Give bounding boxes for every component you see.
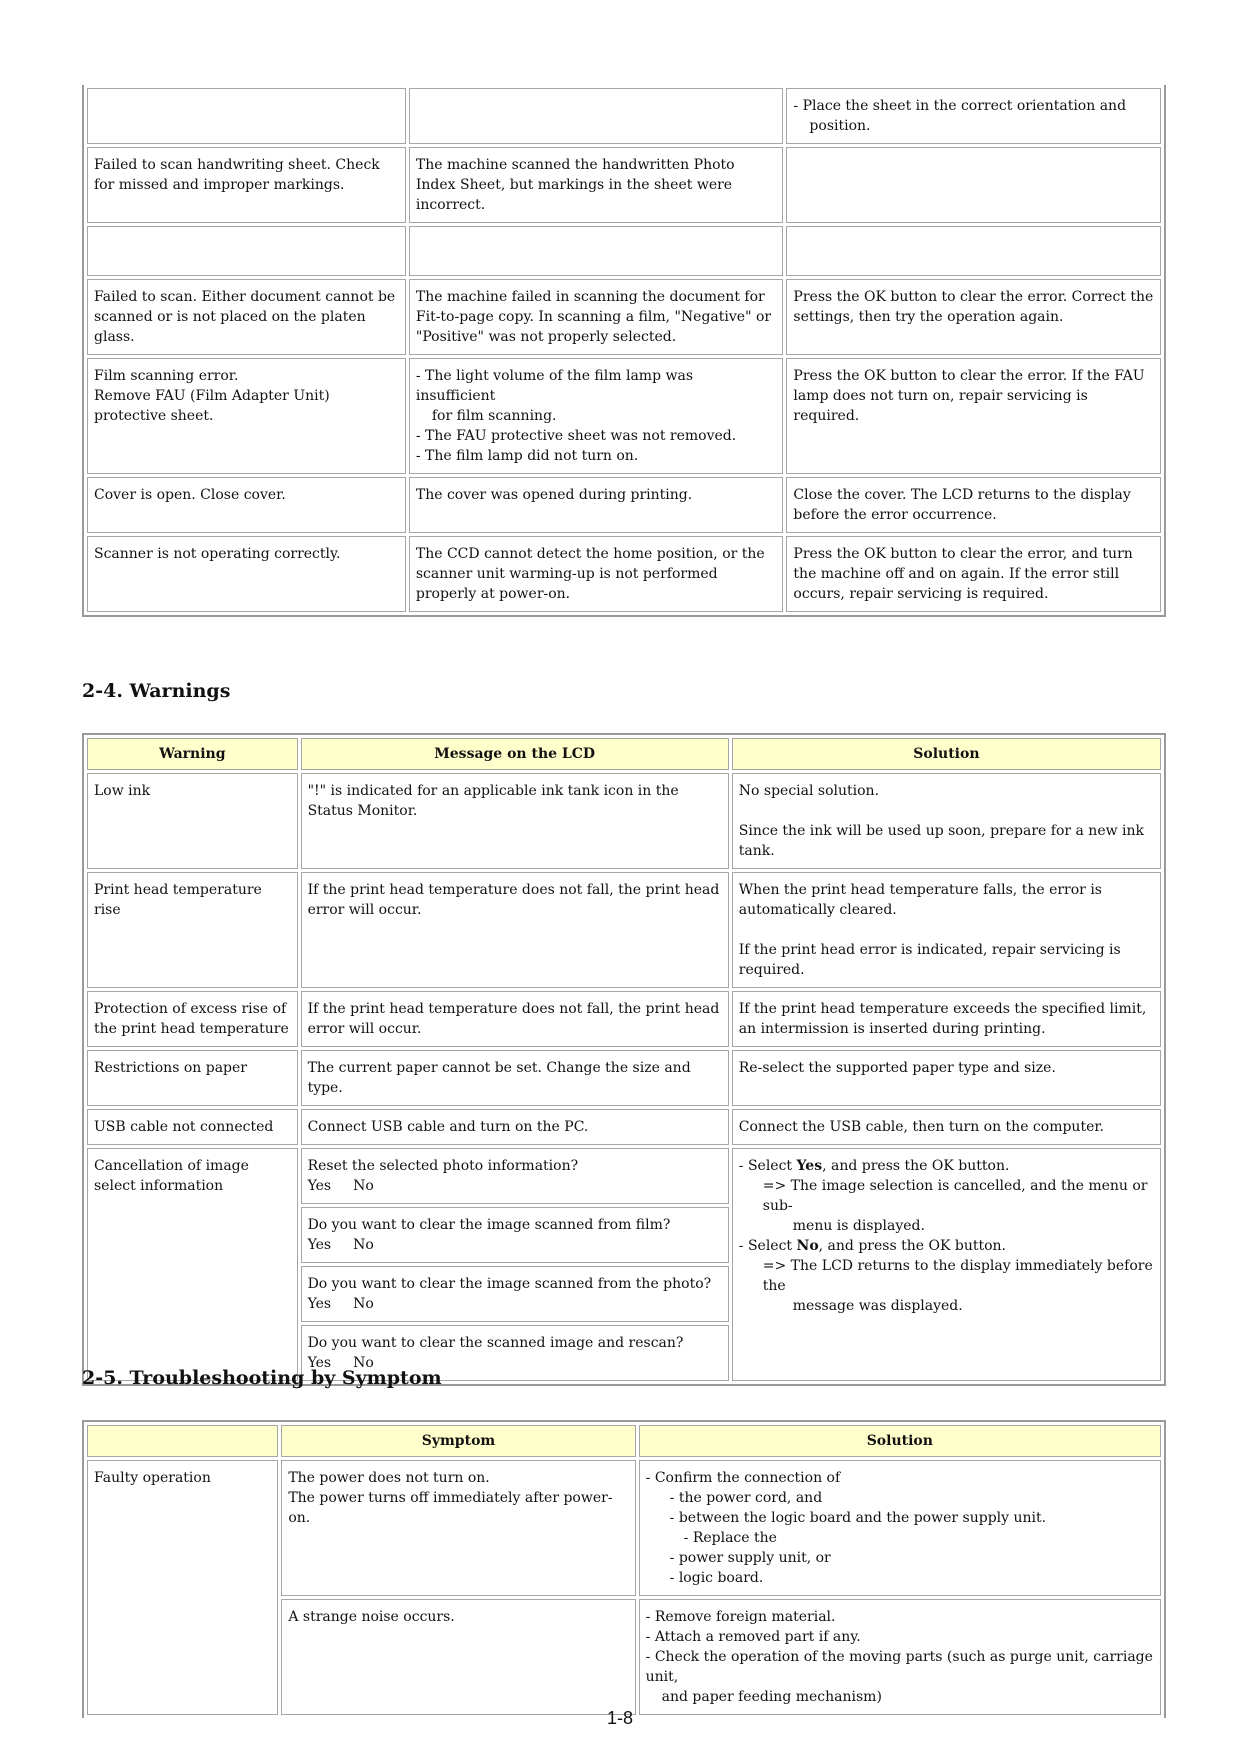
cell-line: - The film lamp did not turn on. bbox=[415, 448, 639, 464]
cell-line: Film scanning error. bbox=[94, 368, 239, 384]
cell-line: - Select No, and press the OK button. bbox=[738, 1238, 1006, 1254]
table-cell: Protection of excess rise of the print head temperature bbox=[87, 991, 298, 1047]
table-row bbox=[87, 991, 1161, 1047]
table-cell: USB cable not connected bbox=[87, 1109, 298, 1145]
cell-line: - Confirm the connection of bbox=[645, 1470, 841, 1486]
table-cell: Failed to scan handwriting sheet. Check for missed and improper markings. bbox=[87, 147, 406, 223]
table-cell bbox=[409, 88, 784, 144]
no-option: No bbox=[353, 1237, 374, 1253]
cell-line: - the power cord, and bbox=[669, 1490, 823, 1506]
no-option: No bbox=[353, 1296, 374, 1312]
table-cell: Re-select the supported paper type and size. bbox=[732, 1050, 1161, 1106]
column-header: Message on the LCD bbox=[301, 738, 729, 770]
cell-line: - Select Yes, and press the OK button. bbox=[738, 1158, 1010, 1174]
table-cell bbox=[87, 226, 406, 276]
table-cell: Press the OK button to clear the error. Correct the settings, then try the operation again. bbox=[786, 279, 1161, 355]
table-cell: The machine failed in scanning the document for Fit-to-page copy. In scanning a film, "Negative" or "Positive" was not properly selected. bbox=[409, 279, 784, 355]
cell-line: Remove FAU (Film Adapter Unit) protective sheet. bbox=[94, 388, 330, 424]
table-row bbox=[87, 872, 1161, 988]
table-cell: Restrictions on paper bbox=[87, 1050, 298, 1106]
table-cell: The machine scanned the handwritten Photo Index Sheet, but markings in the sheet were incorrect. bbox=[409, 147, 784, 223]
table-cell: If the print head temperature does not fall, the print head error will occur. bbox=[301, 872, 729, 988]
table-cell: Connect USB cable and turn on the PC. bbox=[301, 1109, 729, 1145]
table-cell: Scanner is not operating correctly. bbox=[87, 536, 406, 612]
table-row bbox=[87, 536, 1161, 612]
column-header: Solution bbox=[732, 738, 1161, 770]
column-header: Solution bbox=[639, 1425, 1161, 1457]
table-cell bbox=[786, 226, 1161, 276]
table-cell bbox=[301, 1148, 729, 1204]
error-table bbox=[82, 85, 1166, 617]
warnings-table bbox=[82, 733, 1166, 1386]
cell-line: - Place the sheet in the correct orientation and bbox=[793, 98, 1127, 114]
table-cell: "!" is indicated for an applicable ink tank icon in the Status Monitor. bbox=[301, 773, 729, 869]
cell-line: - The light volume of the film lamp was insufficient bbox=[415, 368, 694, 404]
table-cell: Cover is open. Close cover. bbox=[87, 477, 406, 533]
yes-option: Yes bbox=[307, 1178, 332, 1194]
table-cell: If the print head temperature exceeds the specified limit, an intermission is inserted during printing. bbox=[732, 991, 1161, 1047]
table-row bbox=[87, 773, 1161, 869]
table-cell: The CCD cannot detect the home position, or the scanner unit warming-up is not performed properly at power-on. bbox=[409, 536, 784, 612]
table-header-row bbox=[87, 738, 1161, 770]
table-cell: Low ink bbox=[87, 773, 298, 869]
yes-option: Yes bbox=[307, 1296, 332, 1312]
table-cell: Press the OK button to clear the error, and turn the machine off and on again. If the error still occurs, repair servicing is required. bbox=[786, 536, 1161, 612]
table-cell: The current paper cannot be set. Change the size and type. bbox=[301, 1050, 729, 1106]
cell-line: If the print head error is indicated, repair servicing is required. bbox=[738, 942, 1121, 978]
column-header: Warning bbox=[87, 738, 298, 770]
table-cell bbox=[87, 88, 406, 144]
table-row bbox=[87, 226, 1161, 276]
table-cell: Cancellation of image select information bbox=[87, 1148, 298, 1381]
table-cell: Print head temperature rise bbox=[87, 872, 298, 988]
lcd-message: Do you want to clear the image scanned from the photo? bbox=[307, 1276, 712, 1292]
cell-line: - Replace the bbox=[683, 1530, 777, 1546]
table-cell bbox=[281, 1460, 635, 1596]
table-row bbox=[87, 279, 1161, 355]
cell-line: No special solution. bbox=[738, 783, 880, 799]
yes-option: Yes bbox=[307, 1355, 332, 1371]
table-row bbox=[87, 477, 1161, 533]
table-cell bbox=[301, 1266, 729, 1322]
table-cell bbox=[87, 358, 406, 474]
yes-no-options bbox=[308, 1294, 722, 1314]
cell-line: - Attach a removed part if any. bbox=[645, 1629, 861, 1645]
table-row bbox=[87, 1050, 1161, 1106]
table-cell: Failed to scan. Either document cannot be scanned or is not placed on the platen glass. bbox=[87, 279, 406, 355]
no-option: No bbox=[353, 1178, 374, 1194]
table-cell: A strange noise occurs. bbox=[281, 1599, 635, 1715]
table-cell: The cover was opened during printing. bbox=[409, 477, 784, 533]
table-cell: Faulty operation bbox=[87, 1460, 278, 1715]
cell-line: - between the logic board and the power supply unit. bbox=[669, 1510, 1047, 1526]
table-row bbox=[87, 1148, 1161, 1204]
table-cell bbox=[301, 1207, 729, 1263]
cell-line: The power does not turn on. bbox=[288, 1470, 490, 1486]
table-cell bbox=[639, 1460, 1161, 1596]
cell-line: - Remove foreign material. bbox=[645, 1609, 836, 1625]
table-cell: If the print head temperature does not fall, the print head error will occur. bbox=[301, 991, 729, 1047]
table-cell bbox=[732, 872, 1161, 988]
cell-line: message was displayed. bbox=[792, 1298, 963, 1314]
cell-line: - Check the operation of the moving parts (such as purge unit, carriage unit, bbox=[645, 1649, 1153, 1685]
table-cell bbox=[409, 358, 784, 474]
table-cell bbox=[732, 1148, 1161, 1381]
table-cell bbox=[639, 1599, 1161, 1715]
section-title-troubleshooting: 2-5. Troubleshooting by Symptom bbox=[82, 1367, 442, 1389]
page-number: 1-8 bbox=[606, 1708, 633, 1728]
cell-line: => The image selection is cancelled, and the menu or sub- bbox=[762, 1178, 1148, 1214]
table-row bbox=[87, 1109, 1161, 1145]
cell-line: and paper feeding mechanism) bbox=[661, 1689, 882, 1705]
section-title-warnings: 2-4. Warnings bbox=[82, 680, 231, 702]
lcd-message: Do you want to clear the scanned image and rescan? bbox=[307, 1335, 684, 1351]
lcd-message: Do you want to clear the image scanned from film? bbox=[307, 1217, 671, 1233]
symptom-table bbox=[82, 1420, 1166, 1718]
table-cell bbox=[732, 773, 1161, 869]
lcd-message: Reset the selected photo information? bbox=[307, 1158, 579, 1174]
cell-line: When the print head temperature falls, the error is automatically cleared. bbox=[738, 882, 1102, 918]
table-row bbox=[87, 88, 1161, 144]
table-header-row bbox=[87, 1425, 1161, 1457]
table-cell: Close the cover. The LCD returns to the display before the error occurrence. bbox=[786, 477, 1161, 533]
cell-line: The power turns off immediately after power-on. bbox=[288, 1490, 613, 1526]
cell-line: menu is displayed. bbox=[792, 1218, 925, 1234]
cell-line: - The FAU protective sheet was not removed. bbox=[415, 428, 737, 444]
yes-no-options bbox=[308, 1176, 722, 1196]
table-row bbox=[87, 1460, 1161, 1596]
cell-line: Since the ink will be used up soon, prepare for a new ink tank. bbox=[738, 823, 1145, 859]
cell-line: for film scanning. bbox=[431, 408, 557, 424]
table-cell: Press the OK button to clear the error. If the FAU lamp does not turn on, repair servicing is required. bbox=[786, 358, 1161, 474]
table-cell bbox=[409, 226, 784, 276]
cell-line: - logic board. bbox=[669, 1570, 764, 1586]
yes-option: Yes bbox=[307, 1237, 332, 1253]
cell-line: => The LCD returns to the display immediately before the bbox=[762, 1258, 1153, 1294]
yes-no-options bbox=[308, 1235, 722, 1255]
column-header: Symptom bbox=[281, 1425, 635, 1457]
cell-line: position. bbox=[809, 118, 871, 134]
table-cell bbox=[786, 147, 1161, 223]
cell-line: - power supply unit, or bbox=[669, 1550, 831, 1566]
table-row bbox=[87, 358, 1161, 474]
table-cell bbox=[786, 88, 1161, 144]
column-header bbox=[87, 1425, 278, 1457]
table-row bbox=[87, 147, 1161, 223]
no-option: No bbox=[353, 1355, 374, 1371]
table-cell: Connect the USB cable, then turn on the computer. bbox=[732, 1109, 1161, 1145]
